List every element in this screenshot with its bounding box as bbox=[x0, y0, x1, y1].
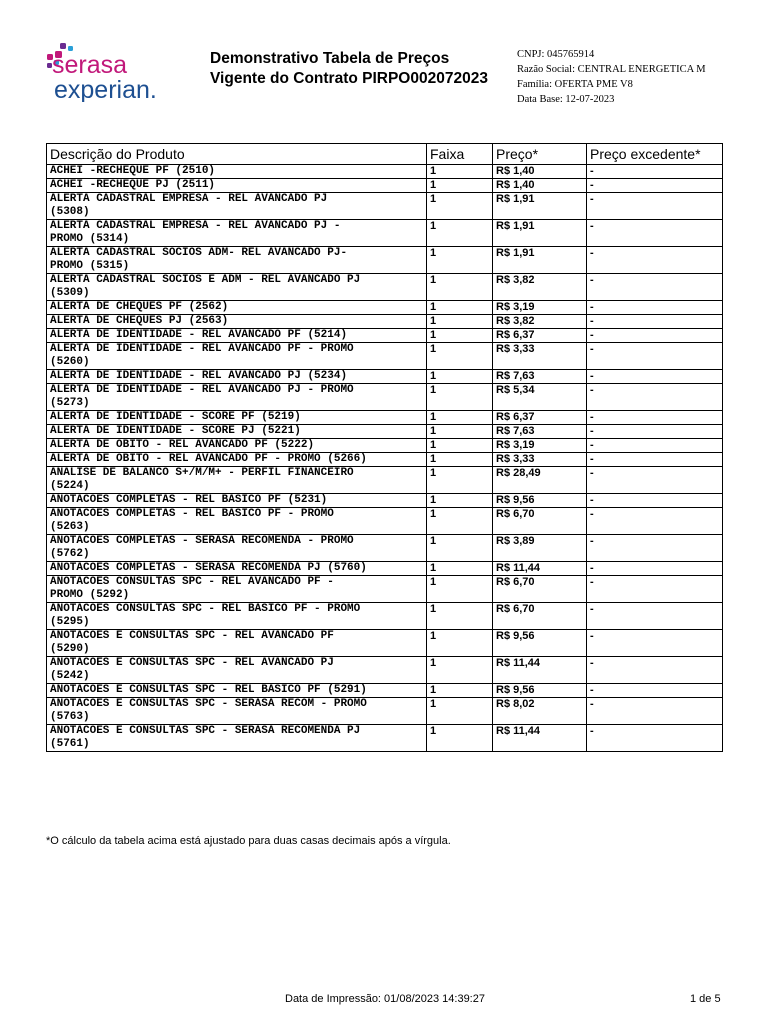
cell-faixa: 1 bbox=[427, 247, 493, 274]
descricao-line: ALERTA DE IDENTIDADE - SCORE PJ (5221) bbox=[50, 425, 301, 437]
descricao-line: PROMO (5314) bbox=[50, 233, 130, 245]
table-row bbox=[47, 274, 723, 301]
meta-familia: Família: OFERTA PME V8 bbox=[517, 79, 633, 90]
cell-faixa: 1 bbox=[427, 725, 493, 752]
cell-preco-excedente: - bbox=[587, 301, 723, 315]
table-row bbox=[47, 535, 723, 562]
cell-preco: R$ 9,56 bbox=[493, 630, 587, 657]
descricao-line: ALERTA CADASTRAL SOCIOS E ADM - REL AVANCADO PJ bbox=[50, 274, 361, 286]
cell-preco: R$ 28,49 bbox=[493, 467, 587, 494]
cell-descricao bbox=[47, 384, 427, 411]
cell-faixa: 1 bbox=[427, 274, 493, 301]
cell-preco-excedente: - bbox=[587, 467, 723, 494]
cell-preco-excedente: - bbox=[587, 535, 723, 562]
title-line-2: Vigente do Contrato PIRPO002072023 bbox=[210, 70, 488, 87]
cell-descricao bbox=[47, 576, 427, 603]
cell-preco-excedente: - bbox=[587, 411, 723, 425]
cell-faixa: 1 bbox=[427, 425, 493, 439]
cell-preco-excedente: - bbox=[587, 179, 723, 193]
cell-descricao bbox=[47, 603, 427, 630]
cell-faixa: 1 bbox=[427, 684, 493, 698]
cell-preco-excedente: - bbox=[587, 657, 723, 684]
table-row bbox=[47, 315, 723, 329]
descricao-line: (5273) bbox=[50, 397, 90, 409]
table-row bbox=[47, 508, 723, 535]
cell-descricao bbox=[47, 220, 427, 247]
cell-preco: R$ 7,63 bbox=[493, 370, 587, 384]
logo-mark bbox=[44, 40, 204, 102]
price-table bbox=[46, 143, 723, 752]
cell-preco-excedente: - bbox=[587, 193, 723, 220]
page-number: 1 de 5 bbox=[690, 993, 721, 1005]
descricao-line: ALERTA DE IDENTIDADE - SCORE PF (5219) bbox=[50, 411, 301, 423]
descricao-line: (5763) bbox=[50, 711, 90, 723]
descricao-line: ANOTACOES E CONSULTAS SPC - SERASA RECOM - PROMO bbox=[50, 698, 367, 710]
cell-descricao bbox=[47, 494, 427, 508]
cell-descricao bbox=[47, 179, 427, 193]
cell-faixa: 1 bbox=[427, 329, 493, 343]
cell-descricao bbox=[47, 425, 427, 439]
cell-faixa: 1 bbox=[427, 467, 493, 494]
cell-preco-excedente: - bbox=[587, 439, 723, 453]
cell-faixa: 1 bbox=[427, 535, 493, 562]
cell-preco-excedente: - bbox=[587, 630, 723, 657]
descricao-line: ALERTA DE IDENTIDADE - REL AVANCADO PJ - PROMO bbox=[50, 384, 354, 396]
descricao-line: (5260) bbox=[50, 356, 90, 368]
descricao-line: (5263) bbox=[50, 521, 90, 533]
cell-preco: R$ 3,89 bbox=[493, 535, 587, 562]
table-row bbox=[47, 220, 723, 247]
cell-descricao bbox=[47, 439, 427, 453]
cell-faixa: 1 bbox=[427, 343, 493, 370]
cell-preco-excedente: - bbox=[587, 576, 723, 603]
table-row bbox=[47, 494, 723, 508]
cell-descricao bbox=[47, 508, 427, 535]
cell-preco-excedente: - bbox=[587, 370, 723, 384]
descricao-line: ALERTA CADASTRAL EMPRESA - REL AVANCADO PJ - bbox=[50, 220, 341, 232]
cell-preco-excedente: - bbox=[587, 603, 723, 630]
cell-preco-excedente: - bbox=[587, 453, 723, 467]
table-row bbox=[47, 179, 723, 193]
table-row bbox=[47, 684, 723, 698]
descricao-line: (5761) bbox=[50, 738, 90, 750]
cell-preco: R$ 8,02 bbox=[493, 698, 587, 725]
descricao-line: ALERTA CADASTRAL SOCIOS ADM- REL AVANCADO PJ- bbox=[50, 247, 348, 259]
cell-descricao bbox=[47, 247, 427, 274]
cell-preco-excedente: - bbox=[587, 165, 723, 179]
cell-faixa: 1 bbox=[427, 562, 493, 576]
cell-faixa: 1 bbox=[427, 179, 493, 193]
cell-preco: R$ 6,70 bbox=[493, 576, 587, 603]
table-row bbox=[47, 384, 723, 411]
cell-preco: R$ 6,70 bbox=[493, 603, 587, 630]
table-row bbox=[47, 725, 723, 752]
cell-descricao bbox=[47, 274, 427, 301]
cell-preco: R$ 1,91 bbox=[493, 220, 587, 247]
cell-preco-excedente: - bbox=[587, 508, 723, 535]
cell-preco-excedente: - bbox=[587, 329, 723, 343]
cell-faixa: 1 bbox=[427, 301, 493, 315]
cell-preco-excedente: - bbox=[587, 274, 723, 301]
cell-faixa: 1 bbox=[427, 603, 493, 630]
descricao-line: (5290) bbox=[50, 643, 90, 655]
cell-faixa: 1 bbox=[427, 576, 493, 603]
table-row bbox=[47, 467, 723, 494]
cell-preco-excedente: - bbox=[587, 684, 723, 698]
table-row bbox=[47, 329, 723, 343]
descricao-line: ALERTA DE IDENTIDADE - REL AVANCADO PF - PROMO bbox=[50, 343, 354, 355]
cell-descricao bbox=[47, 698, 427, 725]
descricao-line: ACHEI -RECHEQUE PF (2510) bbox=[50, 165, 216, 177]
cell-faixa: 1 bbox=[427, 439, 493, 453]
descricao-line: ANOTACOES COMPLETAS - SERASA RECOMENDA PJ (5760) bbox=[50, 562, 367, 574]
table-row bbox=[47, 370, 723, 384]
column-header-descricao: Descrição do Produto bbox=[47, 144, 427, 165]
descricao-line: (5242) bbox=[50, 670, 90, 682]
cell-descricao bbox=[47, 165, 427, 179]
descricao-line: ALERTA DE OBITO - REL AVANCADO PF (5222) bbox=[50, 439, 315, 451]
serasa-experian-logo bbox=[44, 40, 204, 102]
table-row bbox=[47, 630, 723, 657]
cell-descricao bbox=[47, 725, 427, 752]
cell-preco: R$ 7,63 bbox=[493, 425, 587, 439]
cell-faixa: 1 bbox=[427, 630, 493, 657]
cell-preco: R$ 3,19 bbox=[493, 439, 587, 453]
descricao-line: ANOTACOES E CONSULTAS SPC - REL AVANCADO PJ bbox=[50, 657, 334, 669]
cell-preco-excedente: - bbox=[587, 494, 723, 508]
cell-preco: R$ 3,19 bbox=[493, 301, 587, 315]
descricao-line: (5295) bbox=[50, 616, 90, 628]
cell-descricao bbox=[47, 562, 427, 576]
cell-preco: R$ 11,44 bbox=[493, 657, 587, 684]
table-row bbox=[47, 343, 723, 370]
table-row bbox=[47, 439, 723, 453]
cell-preco: R$ 3,82 bbox=[493, 274, 587, 301]
cell-preco-excedente: - bbox=[587, 247, 723, 274]
cell-preco: R$ 1,91 bbox=[493, 193, 587, 220]
table-row bbox=[47, 247, 723, 274]
cell-preco: R$ 3,33 bbox=[493, 453, 587, 467]
cell-preco-excedente: - bbox=[587, 425, 723, 439]
descricao-line: ANOTACOES COMPLETAS - REL BASICO PF (5231) bbox=[50, 494, 328, 506]
cell-faixa: 1 bbox=[427, 315, 493, 329]
cell-faixa: 1 bbox=[427, 411, 493, 425]
table-row bbox=[47, 698, 723, 725]
descricao-line: (5309) bbox=[50, 287, 90, 299]
descricao-line: ANOTACOES E CONSULTAS SPC - REL AVANCADO PF bbox=[50, 630, 334, 642]
descricao-line: ANOTACOES CONSULTAS SPC - REL BASICO PF - PROMO bbox=[50, 603, 361, 615]
cell-preco-excedente: - bbox=[587, 562, 723, 576]
cell-descricao bbox=[47, 343, 427, 370]
descricao-line: PROMO (5292) bbox=[50, 589, 130, 601]
table-row bbox=[47, 453, 723, 467]
cell-descricao bbox=[47, 315, 427, 329]
meta-data-base: Data Base: 12-07-2023 bbox=[517, 94, 615, 105]
cell-descricao bbox=[47, 467, 427, 494]
cell-preco: R$ 6,70 bbox=[493, 508, 587, 535]
cell-faixa: 1 bbox=[427, 193, 493, 220]
column-header-preco: Preço* bbox=[493, 144, 587, 165]
descricao-line: ALERTA DE IDENTIDADE - REL AVANCADO PF (5214) bbox=[50, 329, 348, 341]
cell-descricao bbox=[47, 535, 427, 562]
cell-preco-excedente: - bbox=[587, 315, 723, 329]
descricao-line: ALERTA DE IDENTIDADE - REL AVANCADO PJ (5234) bbox=[50, 370, 348, 382]
cell-preco-excedente: - bbox=[587, 220, 723, 247]
cell-preco: R$ 1,91 bbox=[493, 247, 587, 274]
logo-line2: experian. bbox=[54, 76, 157, 102]
descricao-line: ANOTACOES CONSULTAS SPC - REL AVANCADO PF - bbox=[50, 576, 334, 588]
table-row bbox=[47, 411, 723, 425]
cell-faixa: 1 bbox=[427, 370, 493, 384]
cell-preco-excedente: - bbox=[587, 725, 723, 752]
table-row bbox=[47, 425, 723, 439]
cell-preco: R$ 6,37 bbox=[493, 411, 587, 425]
cell-faixa: 1 bbox=[427, 657, 493, 684]
meta-cnpj: CNPJ: 045765914 bbox=[517, 49, 595, 60]
table-row bbox=[47, 301, 723, 315]
descricao-line: (5308) bbox=[50, 206, 90, 218]
table-row bbox=[47, 603, 723, 630]
table-row bbox=[47, 165, 723, 179]
cell-preco: R$ 1,40 bbox=[493, 179, 587, 193]
descricao-line: ACHEI -RECHEQUE PJ (2511) bbox=[50, 179, 216, 191]
cell-preco: R$ 5,34 bbox=[493, 384, 587, 411]
cell-descricao bbox=[47, 411, 427, 425]
descricao-line: ANOTACOES E CONSULTAS SPC - SERASA RECOMENDA PJ bbox=[50, 725, 361, 737]
cell-faixa: 1 bbox=[427, 384, 493, 411]
document-title bbox=[210, 49, 488, 89]
cell-descricao bbox=[47, 370, 427, 384]
cell-preco: R$ 1,40 bbox=[493, 165, 587, 179]
descricao-line: ALERTA CADASTRAL EMPRESA - REL AVANCADO PJ bbox=[50, 193, 328, 205]
descricao-line: ALERTA DE OBITO - REL AVANCADO PF - PROMO (5266) bbox=[50, 453, 367, 465]
cell-preco: R$ 9,56 bbox=[493, 684, 587, 698]
cell-faixa: 1 bbox=[427, 508, 493, 535]
meta-razao-social: Razão Social: CENTRAL ENERGETICA M bbox=[517, 64, 706, 75]
descricao-line: ANALISE DE BALANCO S+/M/M+ - PERFIL FINANCEIRO bbox=[50, 467, 354, 479]
cell-descricao bbox=[47, 630, 427, 657]
cell-preco-excedente: - bbox=[587, 384, 723, 411]
decimal-note: *O cálculo da tabela acima está ajustado para duas casas decimais após a vírgula. bbox=[46, 835, 451, 847]
cell-faixa: 1 bbox=[427, 494, 493, 508]
cell-preco: R$ 11,44 bbox=[493, 562, 587, 576]
table-row bbox=[47, 657, 723, 684]
cell-preco: R$ 9,56 bbox=[493, 494, 587, 508]
descricao-line: ANOTACOES COMPLETAS - SERASA RECOMENDA - PROMO bbox=[50, 535, 354, 547]
cell-preco: R$ 6,37 bbox=[493, 329, 587, 343]
table-row bbox=[47, 576, 723, 603]
cell-preco: R$ 3,82 bbox=[493, 315, 587, 329]
price-table-body bbox=[47, 165, 723, 752]
cell-descricao bbox=[47, 329, 427, 343]
descricao-line: ANOTACOES E CONSULTAS SPC - REL BASICO PF (5291) bbox=[50, 684, 367, 696]
descricao-line: ALERTA DE CHEQUES PJ (2563) bbox=[50, 315, 229, 327]
table-header-row bbox=[47, 144, 723, 165]
descricao-line: ALERTA DE CHEQUES PF (2562) bbox=[50, 301, 229, 313]
cell-descricao bbox=[47, 193, 427, 220]
cell-preco-excedente: - bbox=[587, 698, 723, 725]
table-row bbox=[47, 562, 723, 576]
column-header-preco-excedente: Preço excedente* bbox=[587, 144, 723, 165]
cell-preco: R$ 3,33 bbox=[493, 343, 587, 370]
cell-descricao bbox=[47, 301, 427, 315]
cell-faixa: 1 bbox=[427, 453, 493, 467]
cell-preco: R$ 11,44 bbox=[493, 725, 587, 752]
cell-faixa: 1 bbox=[427, 165, 493, 179]
descricao-line: PROMO (5315) bbox=[50, 260, 130, 272]
cell-descricao bbox=[47, 453, 427, 467]
contract-meta bbox=[517, 47, 706, 107]
logo-line1: serasa bbox=[52, 51, 128, 79]
cell-preco-excedente: - bbox=[587, 343, 723, 370]
cell-descricao bbox=[47, 657, 427, 684]
descricao-line: ANOTACOES COMPLETAS - REL BASICO PF - PROMO bbox=[50, 508, 334, 520]
title-line-1: Demonstrativo Tabela de Preços bbox=[210, 50, 450, 67]
descricao-line: (5762) bbox=[50, 548, 90, 560]
descricao-line: (5224) bbox=[50, 480, 90, 492]
cell-faixa: 1 bbox=[427, 698, 493, 725]
column-header-faixa: Faixa bbox=[427, 144, 493, 165]
cell-descricao bbox=[47, 684, 427, 698]
table-row bbox=[47, 193, 723, 220]
cell-faixa: 1 bbox=[427, 220, 493, 247]
print-date: Data de Impressão: 01/08/2023 14:39:27 bbox=[285, 993, 485, 1005]
